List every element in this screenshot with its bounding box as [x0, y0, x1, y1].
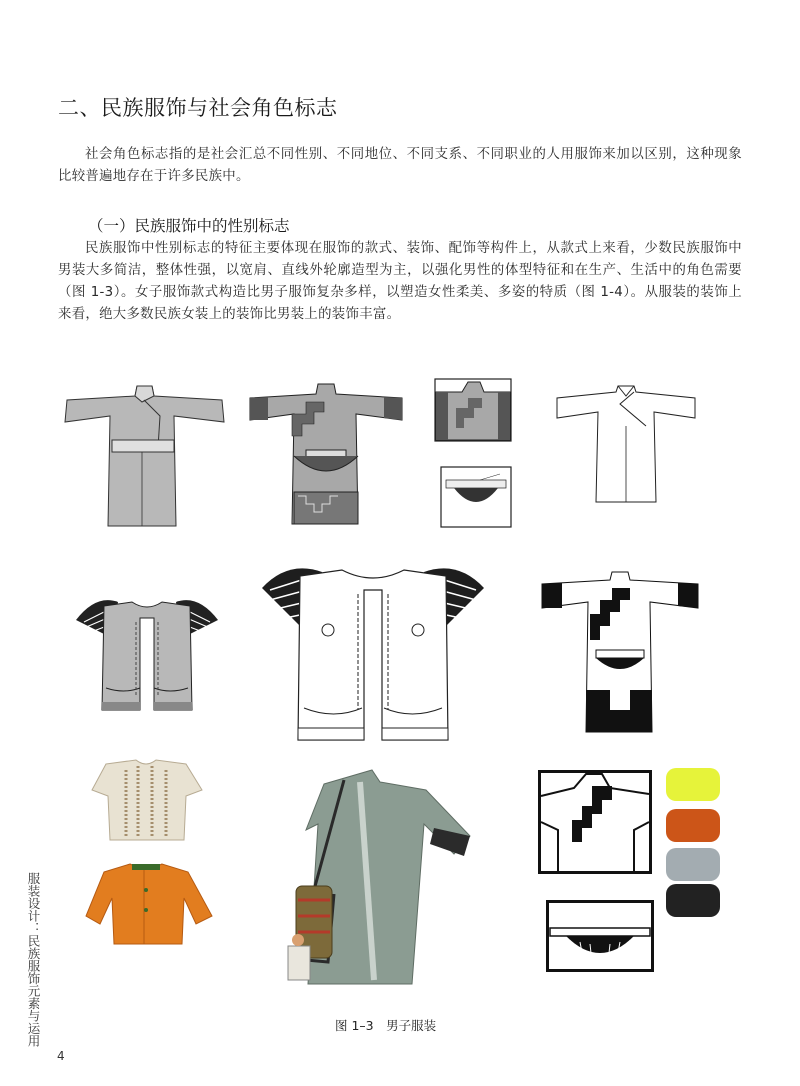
side-running-title: 服装设计：民族服饰元素与运用: [26, 872, 41, 1047]
figure-caption: 图 1–3 男子服装: [335, 1018, 437, 1033]
color-swatch-orange: [666, 809, 720, 842]
color-swatch-black: [666, 884, 720, 917]
robe-photo: [284, 770, 474, 986]
page-number: 4: [57, 1049, 65, 1063]
intro-paragraph: 社会角色标志指的是社会汇总不同性别、不同地位、不同支系、不同职业的人用服饰来加以区别，这种现象比较普遍地存在于许多民族中。: [58, 147, 742, 184]
body-paragraph: 民族服饰中性别标志的特征主要体现在服饰的款式、装饰、配饰等构件上，从款式上来看，少数民族服饰中男装大多简洁，整体性强，以宽肩、直线外轮廓造型为主，以强化男性的体型特征和在生产、生活中的角色需要（图 1-3）。女子服饰款式构造比男子服饰复杂多样，以塑造女性柔美、多姿的特质（图 1-4）。从服装的装饰上来看，绝大多数民族女装上的装饰比男装上的装饰丰富。: [58, 241, 742, 322]
outline-feather-vest-figure: [262, 560, 484, 744]
shirt-photos: [86, 760, 216, 946]
color-swatch-gray: [666, 848, 720, 881]
apron-detail-bw: [546, 900, 654, 972]
gray-feather-vest-figure: [76, 592, 218, 718]
white-robe-figure: [554, 382, 699, 504]
apron-detail-box: [440, 466, 512, 528]
collar-detail-bw: [538, 770, 652, 874]
collar-detail-box: [434, 378, 512, 442]
gray-robe-figure: [62, 378, 227, 528]
subsection-heading: （一）民族服饰中的性别标志: [88, 217, 290, 235]
patterned-robe-figure: [246, 380, 406, 528]
black-white-robe-figure: [540, 570, 700, 738]
color-swatch-yellow: [666, 768, 720, 801]
section-heading: 二、民族服饰与社会角色标志: [58, 96, 338, 120]
